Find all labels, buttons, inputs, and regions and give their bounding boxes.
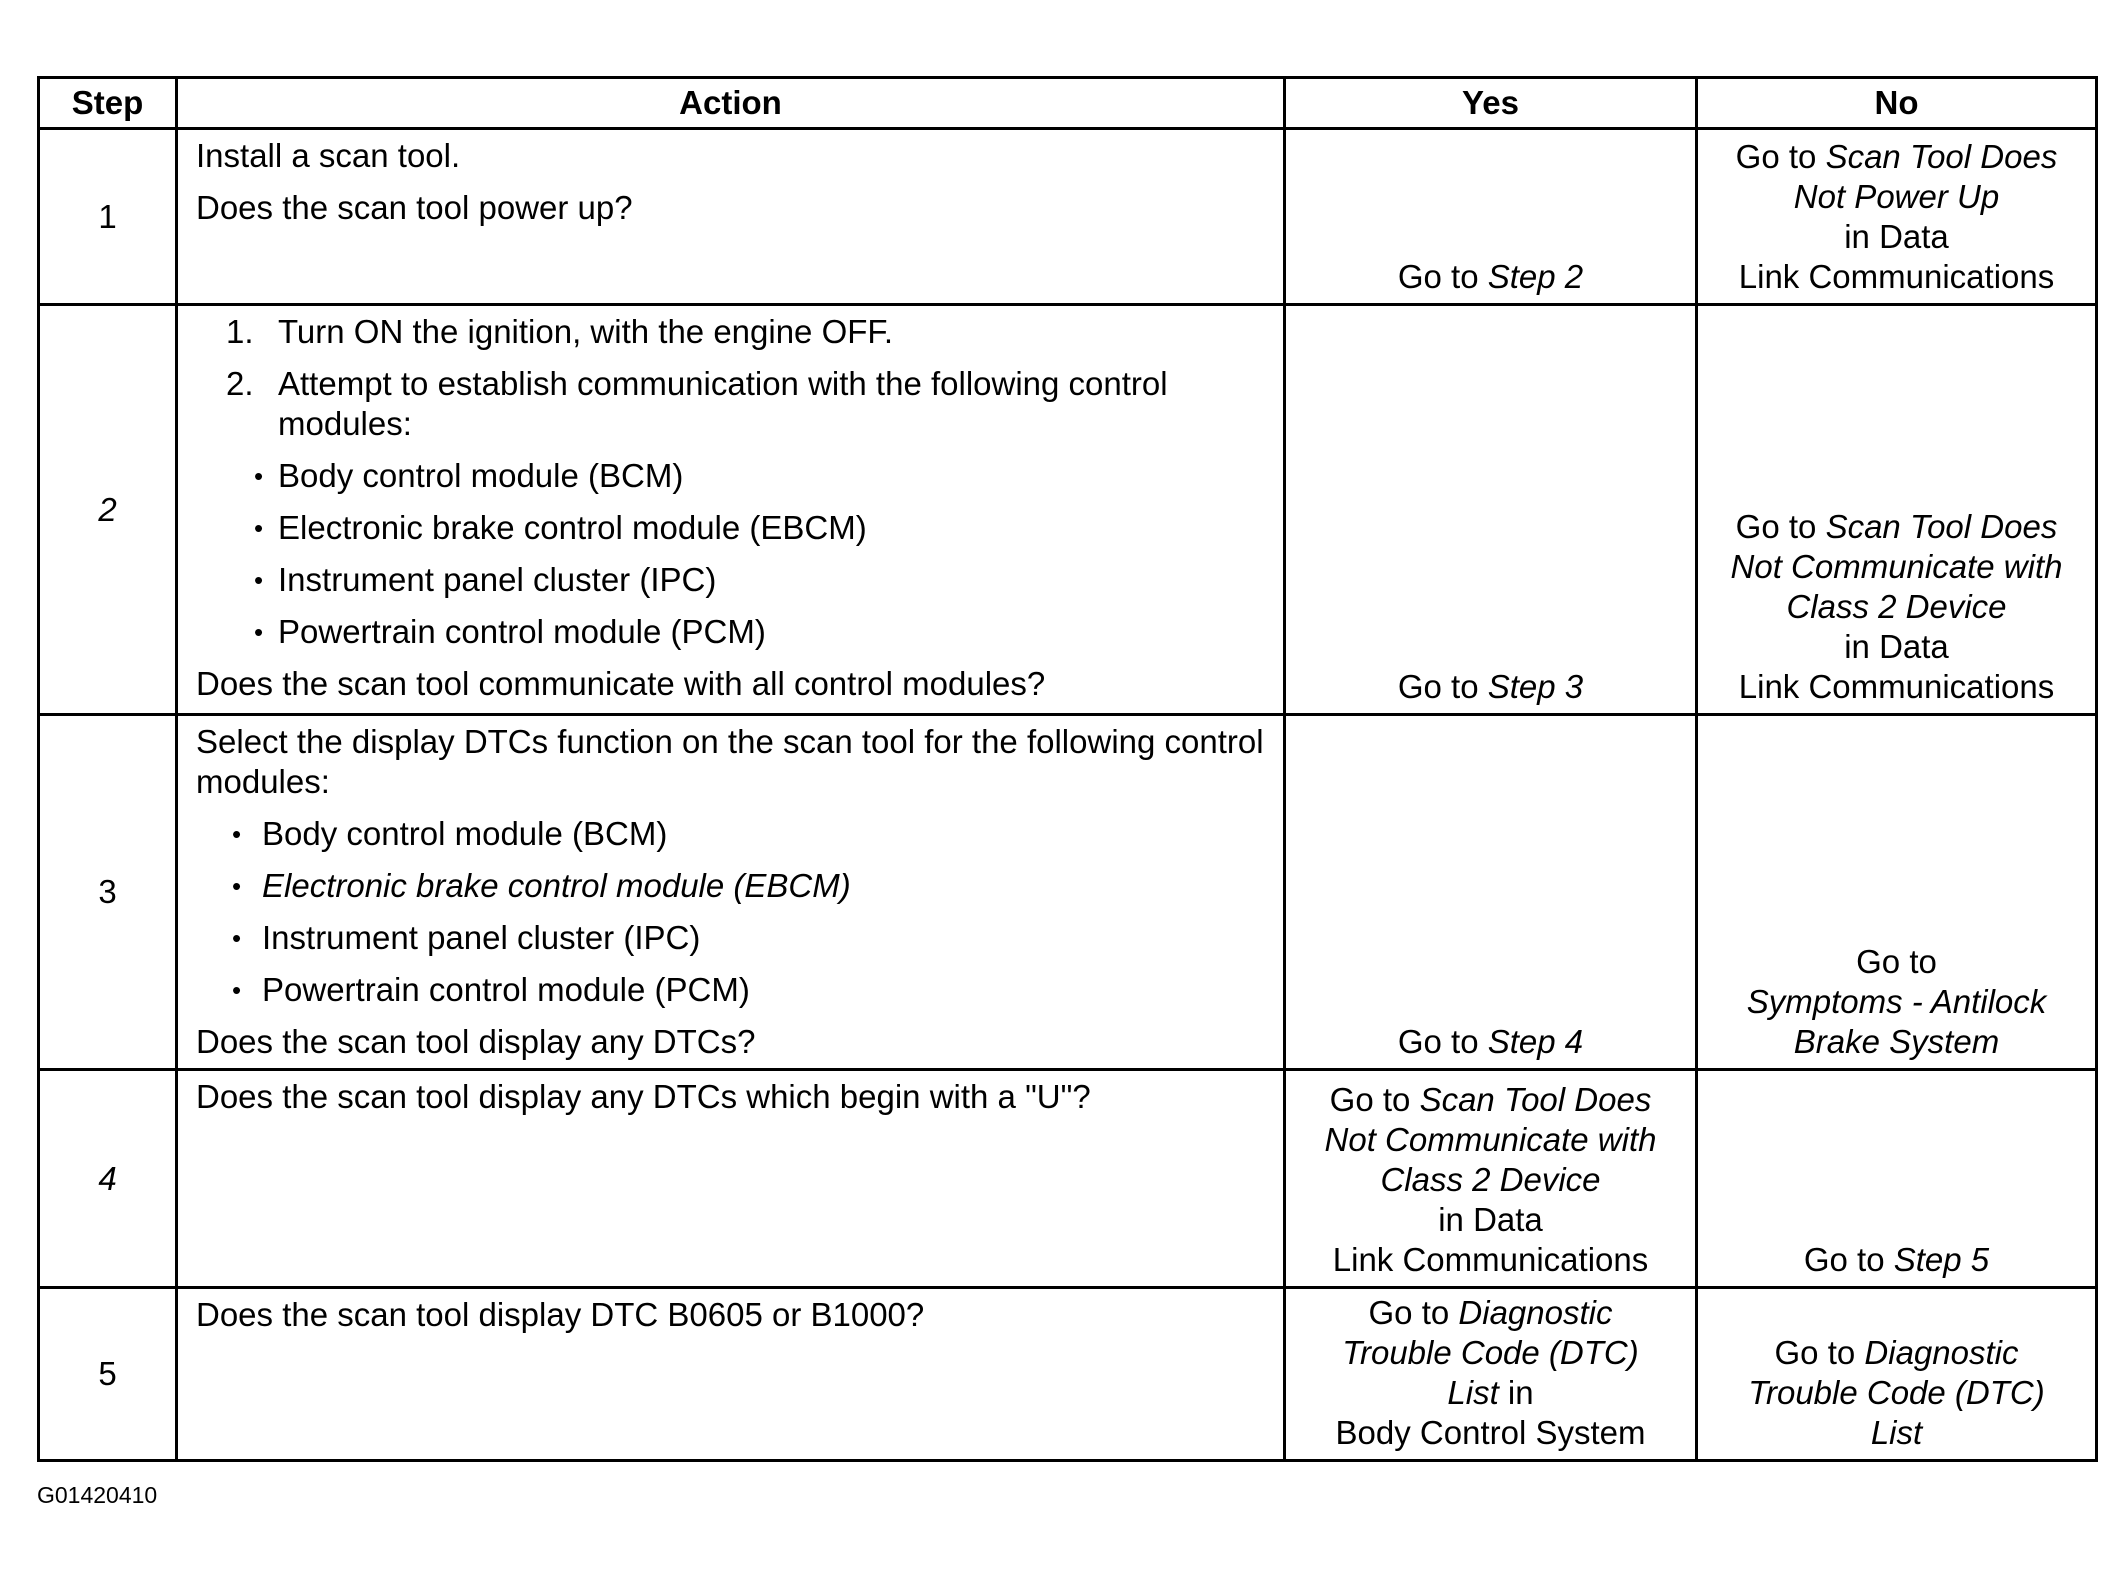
list-item (196, 918, 1265, 958)
list-item (196, 970, 1265, 1010)
yes-line: Body Control System (1335, 1414, 1646, 1451)
action-cell (177, 129, 1285, 305)
list-item (196, 560, 1265, 600)
list-item (196, 814, 1265, 854)
yes-ref: List (1447, 1374, 1499, 1411)
yes-prefix: Go to (1397, 1023, 1488, 1060)
yes-cell (1285, 715, 1697, 1070)
no-cell (1697, 305, 2097, 715)
no-ref: Not Communicate with (1730, 548, 2063, 585)
list-text: Turn ON the ignition, with the engine OFF. (278, 313, 894, 350)
action-question: Does the scan tool display DTC B0605 or B1000? (196, 1296, 925, 1333)
no-prefix: Go to (1735, 508, 1826, 545)
action-question: Does the scan tool communicate with all control modules? (196, 665, 1046, 702)
yes-suffix: in (1498, 1374, 1534, 1411)
bullet-icon: • (232, 819, 242, 849)
yes-line: in Data (1438, 1201, 1543, 1238)
list-item (196, 508, 1265, 548)
yes-cell (1285, 1288, 1697, 1461)
yes-cell (1285, 1070, 1697, 1288)
header-no: No (1697, 78, 2097, 129)
no-ref: Not Power Up (1793, 178, 2000, 215)
no-prefix: Go to (1735, 138, 1826, 175)
bullet-icon: • (254, 461, 264, 491)
action-question: Does the scan tool power up? (196, 189, 633, 226)
no-cell (1697, 129, 2097, 305)
table-row (39, 1070, 2097, 1288)
no-line: Link Communications (1738, 258, 2055, 295)
no-line: Go to (1856, 943, 1937, 980)
no-ref: Scan Tool Does (1825, 508, 2058, 545)
no-ref: Brake System (1793, 1023, 2000, 1060)
header-action: Action (177, 78, 1285, 129)
diagnostic-table (37, 76, 2098, 1462)
bullet-icon: • (254, 565, 264, 595)
no-ref: Class 2 Device (1786, 588, 2007, 625)
step-number: 1 (39, 129, 177, 305)
list-text: Attempt to establish communication with the following control modules: (278, 365, 1168, 442)
yes-ref: Step 4 (1487, 1023, 1584, 1060)
no-cell (1697, 1288, 2097, 1461)
list-item (196, 456, 1265, 496)
yes-ref: Step 3 (1487, 668, 1584, 705)
no-cell (1697, 715, 2097, 1070)
no-prefix: Go to (1803, 1241, 1894, 1278)
no-ref: Scan Tool Does (1825, 138, 2058, 175)
step-number: 3 (39, 715, 177, 1070)
list-text: Powertrain control module (PCM) (262, 971, 750, 1008)
yes-prefix: Go to (1329, 1081, 1420, 1118)
action-question: Does the scan tool display any DTCs? (196, 1023, 756, 1060)
step-number: 2 (39, 305, 177, 715)
action-intro: Select the display DTCs function on the scan tool for the following control modules: (196, 723, 1264, 800)
step-number: 5 (39, 1288, 177, 1461)
yes-ref: Step 2 (1487, 258, 1584, 295)
action-cell (177, 1288, 1285, 1461)
figure-id: G01420410 (37, 1482, 158, 1508)
header-yes: Yes (1285, 78, 1697, 129)
header-row (39, 78, 2097, 129)
bullet-icon: • (254, 513, 264, 543)
no-prefix: Go to (1774, 1334, 1865, 1371)
list-item (196, 312, 1265, 352)
no-ref: Symptoms - Antilock (1746, 983, 2047, 1020)
no-ref: Trouble Code (DTC) (1748, 1374, 2045, 1411)
yes-ref: Trouble Code (DTC) (1342, 1334, 1639, 1371)
bullet-icon: • (232, 923, 242, 953)
bullet-icon: • (232, 975, 242, 1005)
yes-prefix: Go to (1397, 668, 1488, 705)
yes-cell (1285, 305, 1697, 715)
list-text: Body control module (BCM) (262, 815, 668, 852)
bullet-list (196, 456, 1265, 652)
table-row (39, 129, 2097, 305)
list-text: Instrument panel cluster (IPC) (278, 561, 717, 598)
yes-ref: Diagnostic (1458, 1294, 1613, 1331)
list-text: Body control module (BCM) (278, 457, 684, 494)
action-cell (177, 715, 1285, 1070)
no-cell (1697, 1070, 2097, 1288)
list-text: Powertrain control module (PCM) (278, 613, 766, 650)
yes-ref: Scan Tool Does (1419, 1081, 1652, 1118)
no-ref: Diagnostic (1864, 1334, 2019, 1371)
list-text: Electronic brake control module (EBCM) (278, 509, 867, 546)
table-row (39, 715, 2097, 1070)
bullet-icon: • (232, 871, 242, 901)
action-cell (177, 1070, 1285, 1288)
yes-prefix: Go to (1368, 1294, 1459, 1331)
bullet-list (196, 814, 1265, 1010)
yes-prefix: Go to (1397, 258, 1488, 295)
list-item (196, 612, 1265, 652)
list-text: Electronic brake control module (EBCM) (262, 867, 851, 904)
action-line: Install a scan tool. (196, 137, 461, 174)
no-line: Link Communications (1738, 668, 2055, 705)
no-line: in Data (1844, 628, 1949, 665)
table-row (39, 1288, 2097, 1461)
yes-ref: Class 2 Device (1380, 1161, 1601, 1198)
yes-cell (1285, 129, 1697, 305)
action-question: Does the scan tool display any DTCs which begin with a "U"? (196, 1078, 1091, 1115)
step-number: 4 (39, 1070, 177, 1288)
list-text: Instrument panel cluster (IPC) (262, 919, 701, 956)
no-ref: Step 5 (1893, 1241, 1990, 1278)
yes-line: Link Communications (1332, 1241, 1649, 1278)
action-cell (177, 305, 1285, 715)
header-step: Step (39, 78, 177, 129)
table-row (39, 305, 2097, 715)
no-line: in Data (1844, 218, 1949, 255)
list-item (196, 364, 1265, 444)
no-ref: List (1870, 1414, 1923, 1451)
list-number: 1. (226, 313, 254, 350)
list-number: 2. (226, 365, 254, 402)
bullet-icon: • (254, 617, 264, 647)
list-item (196, 866, 1265, 906)
yes-ref: Not Communicate with (1324, 1121, 1657, 1158)
numbered-list (196, 312, 1265, 444)
